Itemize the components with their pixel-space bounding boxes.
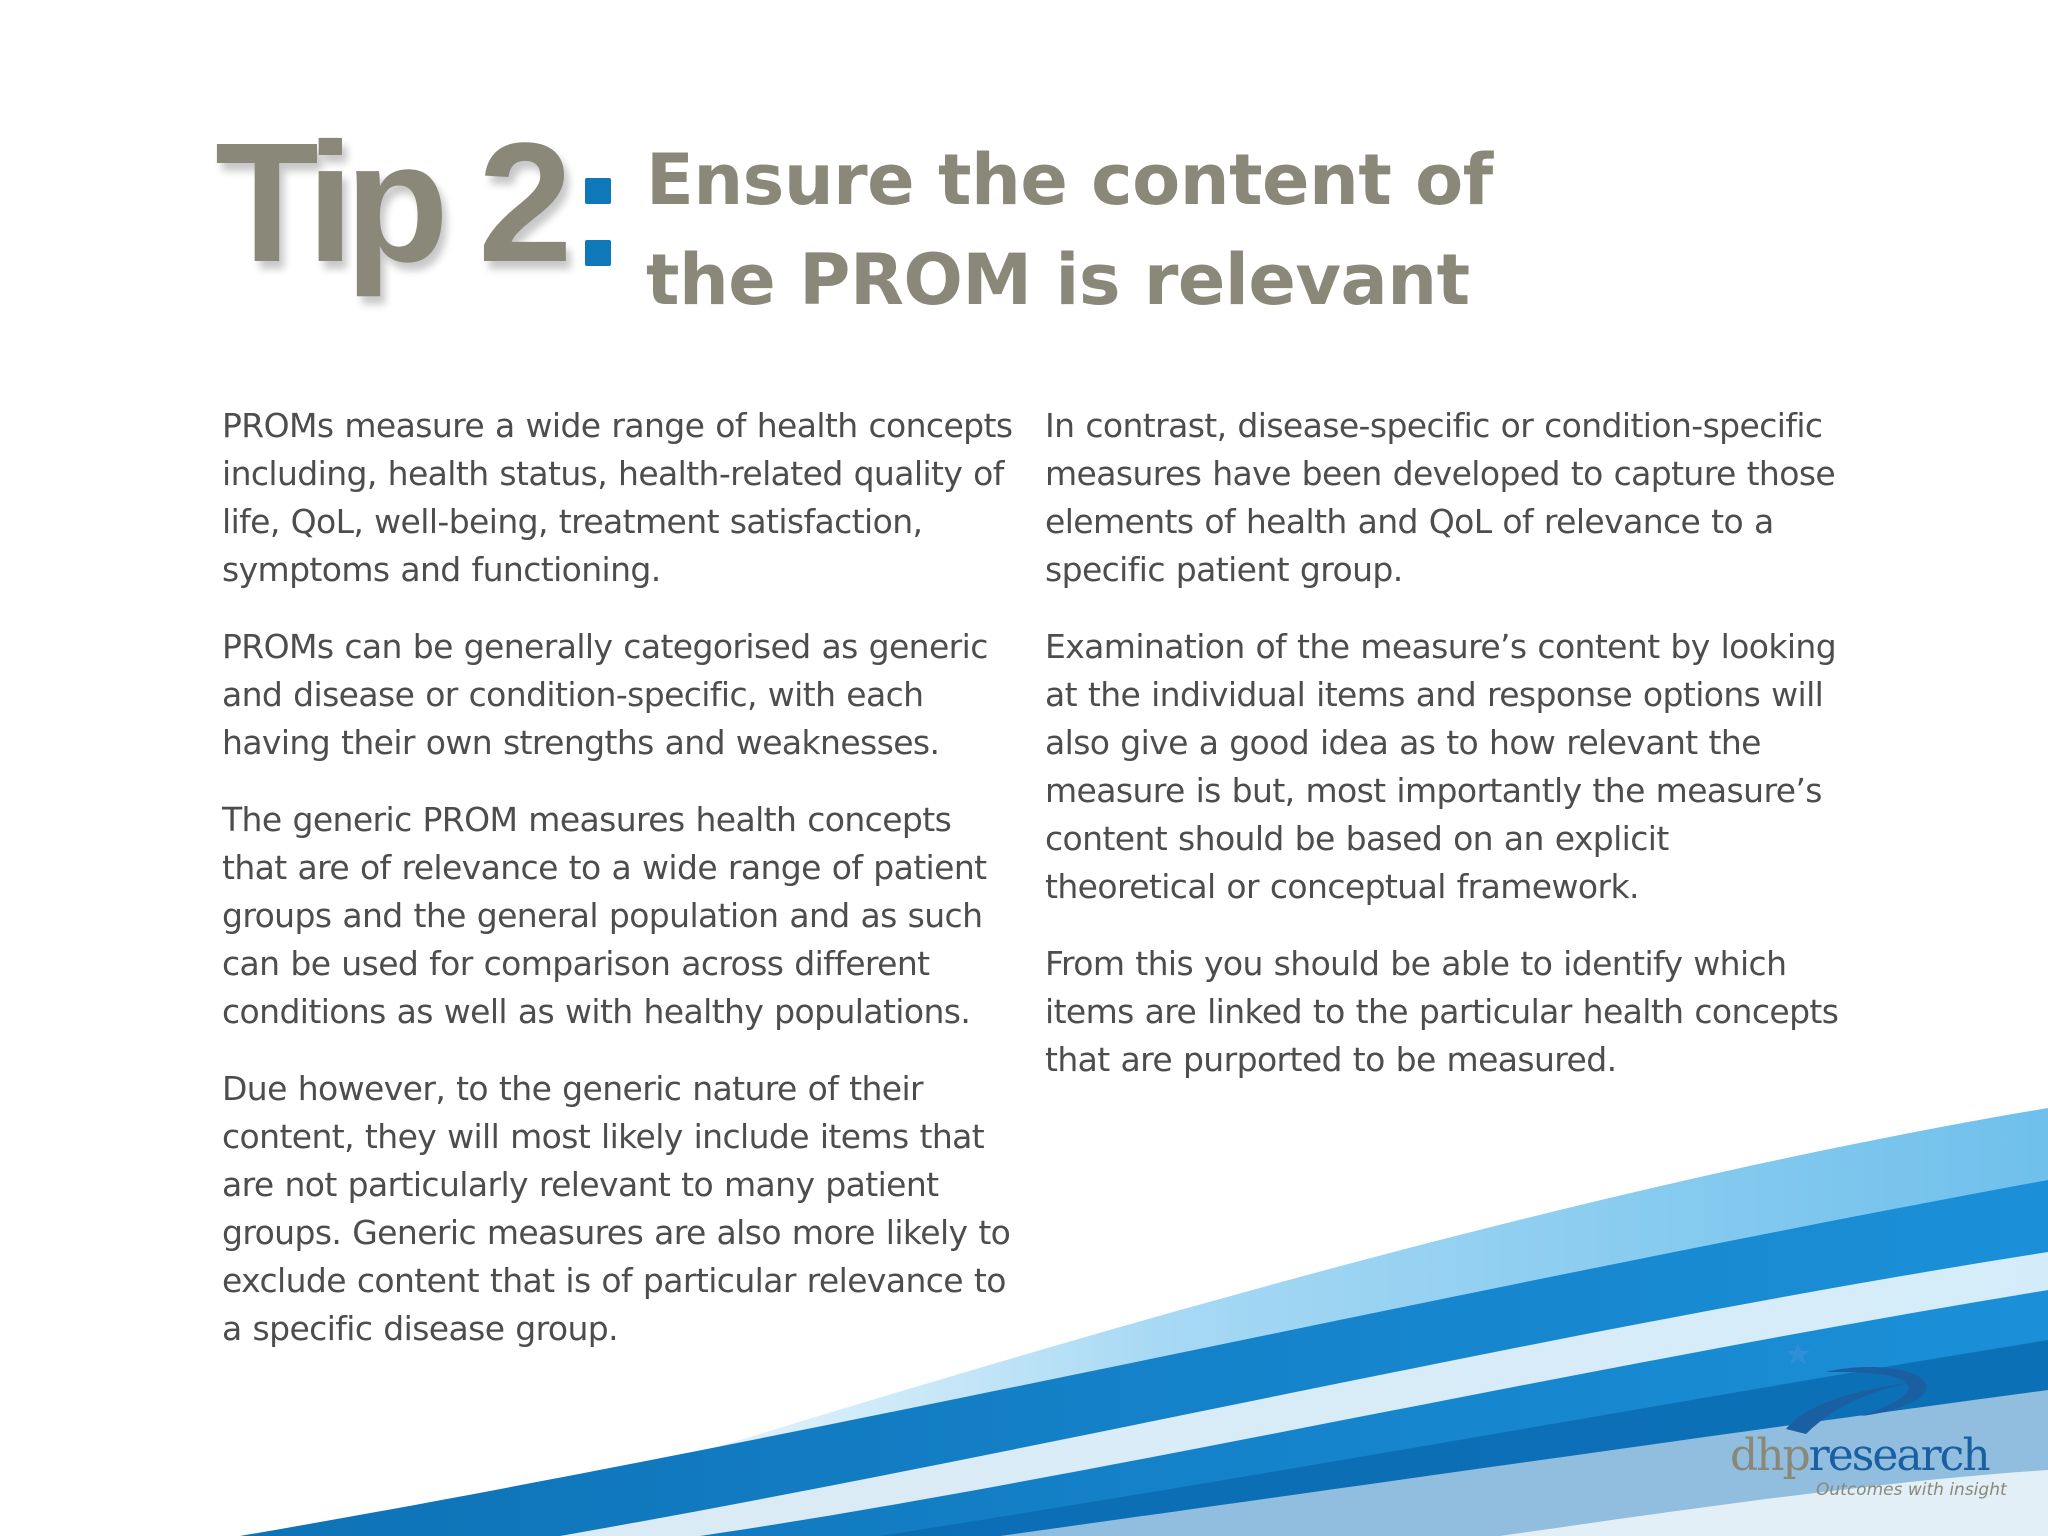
left-paragraph: The generic PROM measures health concepts that are of relevance to a wide range of patient groups and the general population and as such can be used for comparison across different conditions as well as with healthy populations. bbox=[222, 800, 987, 1031]
left-paragraph: PROMs can be generally categorised as generic and disease or condition-specific, with each having their own strengths and weaknesses. bbox=[222, 627, 988, 762]
subtitle-line-1: Ensure the content of bbox=[646, 139, 1493, 221]
right-paragraph: In contrast, disease-specific or condition-specific measures have been developed to capture those elements of health and QoL of relevance to a specific patient group. bbox=[1045, 406, 1836, 589]
dhp-research-logo bbox=[1730, 1334, 2010, 1504]
logo-name-part1: dhp bbox=[1730, 1430, 1809, 1481]
star-swoosh-icon bbox=[1766, 1334, 1946, 1444]
logo-wordmark bbox=[1730, 1430, 1989, 1481]
right-paragraph: Examination of the measure’s content by looking at the individual items and response options will also give a good idea as to how relevant the measure is but, most importantly the measure’s content should be based on an explicit theoretical or conceptual framework. bbox=[1045, 627, 1837, 906]
title-colon-icon bbox=[585, 178, 611, 270]
logo-name-part2: research bbox=[1808, 1430, 1989, 1481]
subtitle-line-2: the PROM is relevant bbox=[646, 239, 1470, 321]
left-paragraph: PROMs measure a wide range of health concepts including, health status, health-related quality of life, QoL, well-being, treatment satisfaction, symptoms and functioning. bbox=[222, 406, 1013, 589]
left-column bbox=[222, 402, 1022, 1382]
right-paragraph: From this you should be able to identify which items are linked to the particular health concepts that are purported to be measured. bbox=[1045, 944, 1839, 1079]
tip-subtitle bbox=[646, 130, 1493, 330]
logo-tagline: Outcomes with insight bbox=[1816, 1480, 2007, 1500]
right-column bbox=[1045, 402, 1845, 1113]
tip-heading: Tip 2 bbox=[215, 108, 564, 298]
left-paragraph: Due however, to the generic nature of their content, they will most likely include items that are not particularly relevant to many patient groups. Generic measures are also more likely to exclude content that is of particular relevance to a specific disease group. bbox=[222, 1069, 1011, 1348]
